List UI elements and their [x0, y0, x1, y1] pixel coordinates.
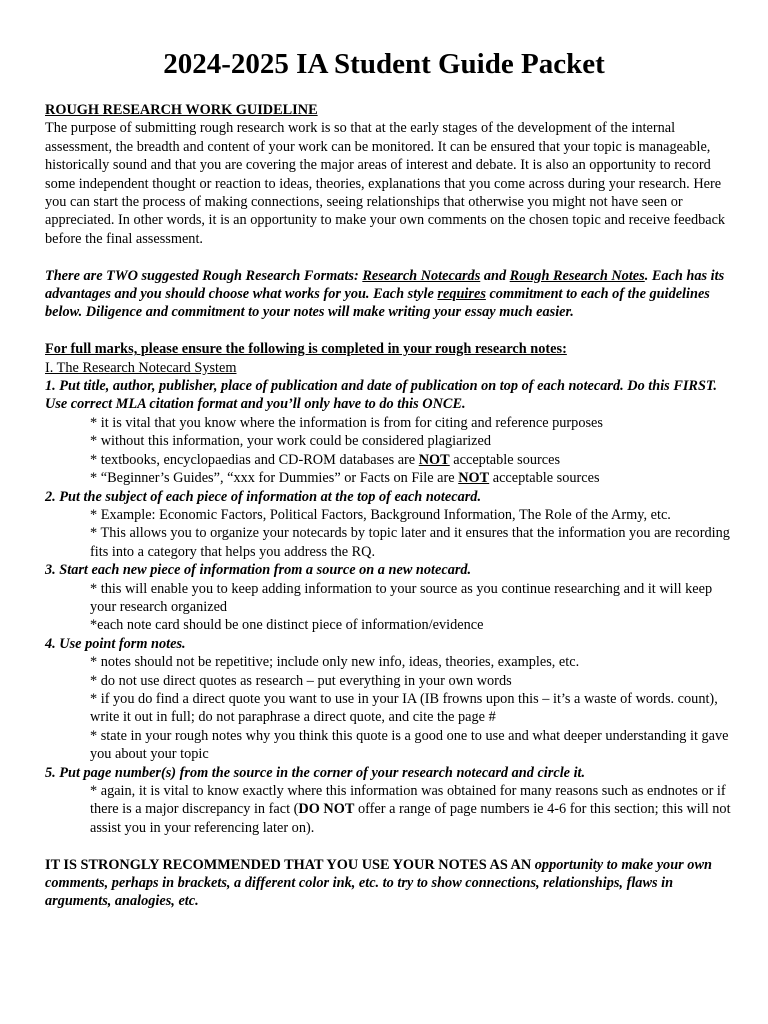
not-emphasis: NOT — [418, 451, 450, 468]
step-3-heading: 3. Start each new piece of information from a source on a new notecard. — [45, 562, 472, 579]
step-5-heading: 5. Put page number(s) from the source in the corner of your research notecard and circle it. — [45, 764, 586, 781]
bullet-text: * “Beginner’s Guides”, “xxx for Dummies” or Facts on File are — [90, 470, 459, 487]
page-title: 2024-2025 IA Student Guide Packet — [163, 48, 605, 80]
step-4-bullet: * notes should not be repetitive; include only new info, ideas, theories, examples, etc. — [90, 654, 580, 671]
not-emphasis: NOT — [458, 470, 490, 487]
closing-recommendation — [45, 856, 735, 911]
step-3-bullet: *each note card should be one distinct piece of information/evidence — [90, 617, 484, 634]
step-1-bullet: * it is vital that you know where the information is from for citing and reference purposes — [90, 414, 603, 431]
format-notecards: Research Notecards — [362, 267, 481, 284]
intro-paragraph: The purpose of submitting rough research work is so that at the early stages of the development of the internal assessment, the breadth and content of your work can be monitored. It can be ensured that your topic is manageable, historically sound and that you are covering the major areas of interest and debate. It is also an opportunity to record some independent thought or reaction to ideas, theories, explanations that you come across during your research. Here you can start the process of making connections, seeing relationships that otherwise you might not have seen or appreciated. In other words, it is an opportunity to make your own comments on the chosen topic and receive feedback before the final assessment. — [45, 120, 726, 247]
step-1-bullet — [45, 469, 735, 487]
step-5-bullet — [45, 782, 735, 837]
bullet-text: * again, it is vital to know exactly where this information was obtained for many reasons such as endnotes or if there is a major discrepancy in fact ( — [90, 783, 726, 818]
step-2-bullet: * Example: Economic Factors, Political Factors, Background Information, The Role of the Army, etc. — [90, 506, 671, 523]
formats-requires: requires — [437, 286, 486, 303]
formats-lead: There are TWO suggested Rough Research Formats: — [45, 267, 363, 284]
full-marks-heading: For full marks, please ensure the following is completed in your rough research notes: — [45, 341, 567, 358]
notecard-system-heading: I. The Research Notecard System — [45, 359, 237, 376]
do-not-emphasis: DO NOT — [298, 801, 355, 818]
step-4-bullet: * if you do find a direct quote you want to use in your IA (IB frowns upon this – it’s a waste of words. count), write it out in full; do not paraphrase a direct quote, and cite the page # — [90, 690, 718, 726]
bullet-text: * textbooks, encyclopaedias and CD-ROM databases are — [90, 451, 419, 468]
step-4-heading: 4. Use point form notes. — [45, 635, 186, 652]
step-3-bullet: * this will enable you to keep adding information to your source as you continue researching and it will keep your research organized — [90, 580, 713, 615]
format-rough-notes: Rough Research Notes — [509, 267, 645, 284]
step-1-heading: 1. Put title, author, publisher, place of publication and date of publication on top of each notecard. Do this FIRST. Use correct MLA citation format and you’ll only have to do this ONCE. — [45, 378, 717, 413]
step-1-bullet — [45, 451, 735, 469]
formats-and: and — [480, 267, 510, 284]
step-2-bullet: * This allows you to organize your notecards by topic later and it ensures that the information you are recording fits into a category that helps you address the RQ. — [90, 525, 730, 560]
step-4-bullet: * do not use direct quotes as research – put everything in your own words — [90, 672, 512, 689]
closing-bold: IT IS STRONGLY RECOMMENDED THAT YOU USE YOUR NOTES AS AN — [45, 856, 535, 873]
bullet-text: acceptable sources — [489, 470, 600, 487]
formats-tail: commitment to each of the guidelines below. Diligence and commitment to your notes will make writing your essay much easier. — [45, 286, 710, 321]
formats-mid: . Each has its advantages and you should choose what works for you. Each style — [45, 267, 725, 303]
document-body — [45, 101, 735, 911]
step-1-bullet: * without this information, your work could be considered plagiarized — [90, 433, 492, 450]
bullet-text: acceptable sources — [449, 451, 561, 468]
section-heading: ROUGH RESEARCH WORK GUIDELINE — [45, 102, 318, 118]
step-4-bullet: * state in your rough notes why you think this quote is a good one to use and what deeper understanding it gave you about your topic — [90, 727, 729, 763]
formats-paragraph — [45, 267, 735, 322]
bullet-text: offer a range of page numbers ie 4-6 for this section; this will not assist you in your referencing later on). — [90, 801, 731, 836]
step-2-heading: 2. Put the subject of each piece of information at the top of each notecard. — [45, 488, 482, 505]
closing-italic: opportunity to make your own comments, perhaps in brackets, a different color ink, etc. to try to show connections, relationships, flaws in arguments, analogies, etc. — [45, 856, 712, 910]
